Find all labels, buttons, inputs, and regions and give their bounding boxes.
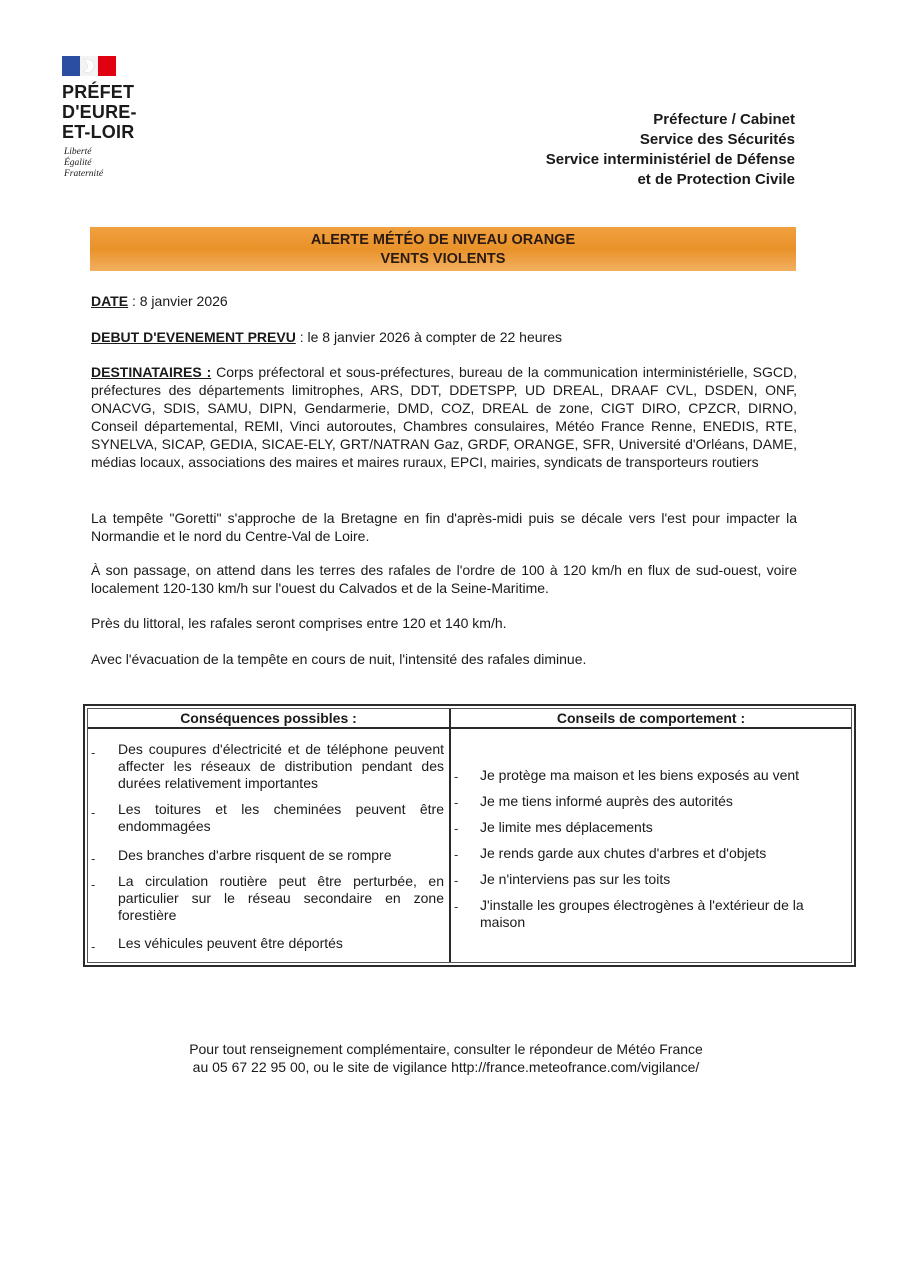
list-bullet: - xyxy=(91,851,96,866)
paragraph: À son passage, on attend dans les terres des rafales de l'ordre de 100 à 120 km/h en flux de sud-ouest, voire localement 120-130 km/h sur l'ouest du Calvados et de la Seine-Maritime. xyxy=(91,562,797,596)
list-bullet: - xyxy=(454,795,459,810)
prefet-title xyxy=(62,82,182,142)
service-line: Service des Sécurités xyxy=(639,131,795,148)
destinataires-text: Corps préfectoral et sous-préfectures, bureau de la communication interministérielle, SGCD, préfectures des départements limitrophes, ARS, DDT, DDETSPP, UD DREAL, DRAAF CVL, DSDEN, ONF, ONACVG, SDIS, SAMU, DIPN, Gendarmerie, DMD, COZ, DREAL de zone, CIGT DIRO, CPZCR, DIRNO, Conseil départemental, REMI, Vinci autoroutes, Chambres consulaires, Météo France Renne, ENEDIS, RTE, SYNELVA, SICAP, GEDIA, SICAE-ELY, GRT/NATRAN Gaz, GRDF, ORANGE, SFR, Université d'Orléans, DAME, médias locaux, associations des maires et maires ruraux, EPCI, mairies, syndicats de transporteurs routiers xyxy=(91,364,797,470)
conseils-header: Conseils de comportement : xyxy=(556,710,746,726)
header-divider xyxy=(88,727,851,729)
prefet-title-line: PRÉFET xyxy=(62,82,135,102)
conseil-item: J'installe les groupes électrogènes à l'extérieur de la maison xyxy=(480,897,804,930)
date-label: DATE xyxy=(91,293,129,309)
consequences-header: Conséquences possibles : xyxy=(180,710,357,726)
service-line: Service interministériel de Défense xyxy=(545,151,795,168)
paragraph: La tempête "Goretti" s'approche de la Bretagne en fin d'après-midi puis se décale vers l'est pour impacter la Normandie et le nord du Centre-Val de Loire. xyxy=(91,510,797,544)
footer-line: Pour tout renseignement complémentaire, consulter le répondeur de Météo France xyxy=(189,1041,703,1057)
service-line: et de Protection Civile xyxy=(637,171,795,188)
destinataires-label: DESTINATAIRES : xyxy=(91,364,212,380)
debut-line xyxy=(91,328,797,346)
service-header xyxy=(546,110,795,190)
list-bullet: - xyxy=(454,899,459,914)
devise-line: Liberté xyxy=(64,147,92,157)
list-bullet: - xyxy=(454,821,459,836)
list-bullet: - xyxy=(91,745,96,760)
consequence-item: Les véhicules peuvent être déportés xyxy=(118,935,343,951)
conseil-item: Je n'interviens pas sur les toits xyxy=(480,871,671,887)
list-bullet: - xyxy=(454,769,459,784)
consequence-item: La circulation routière peut être perturbée, en particulier sur le réseau secondaire en zone forestière xyxy=(118,873,444,923)
footer-info xyxy=(150,1040,742,1076)
list-bullet: - xyxy=(91,805,96,820)
devise xyxy=(64,147,103,180)
alert-subtitle: VENTS VIOLENTS xyxy=(380,251,506,267)
prefet-title-line: D'EURE- xyxy=(62,102,137,122)
date-value: : 8 janvier 2026 xyxy=(128,293,228,309)
marianne-logo-icon xyxy=(62,56,116,76)
conseil-item: Je rends garde aux chutes d'arbres et d'objets xyxy=(480,845,767,861)
list-bullet: - xyxy=(91,877,96,892)
devise-line: Fraternité xyxy=(64,169,104,179)
column-divider xyxy=(449,709,451,962)
consequence-item: Des branches d'arbre risquent de se rompre xyxy=(118,847,392,863)
conseil-item: Je protège ma maison et les biens exposés au vent xyxy=(480,767,800,783)
conseil-item: Je me tiens informé auprès des autorités xyxy=(480,793,733,809)
conseil-item: Je limite mes déplacements xyxy=(480,819,653,835)
footer-line: au 05 67 22 95 00, ou le site de vigilance http://france.meteofrance.com/vigilance/ xyxy=(192,1059,700,1075)
debut-label: DEBUT D'EVENEMENT PREVU xyxy=(91,329,296,345)
consequence-item: Les toitures et les cheminées peuvent être endommagées xyxy=(118,801,444,834)
destinataires-block xyxy=(91,363,797,471)
alert-banner xyxy=(90,227,796,271)
devise-line: Égalité xyxy=(64,158,92,168)
date-line xyxy=(91,292,797,310)
list-bullet: - xyxy=(454,847,459,862)
advice-table xyxy=(83,704,856,967)
alert-title: ALERTE MÉTÉO DE NIVEAU ORANGE xyxy=(310,232,576,248)
prefet-title-line: ET-LOIR xyxy=(62,122,135,142)
paragraph: Près du littoral, les rafales seront comprises entre 120 et 140 km/h. xyxy=(91,615,507,631)
consequence-item: Des coupures d'électricité et de téléphone peuvent affecter les réseaux de distribution pendant des durées relativement importantes xyxy=(118,741,444,791)
paragraph: Avec l'évacuation de la tempête en cours de nuit, l'intensité des rafales diminue. xyxy=(91,651,587,667)
service-line: Préfecture / Cabinet xyxy=(653,111,795,128)
debut-value: : le 8 janvier 2026 à compter de 22 heures xyxy=(295,329,562,345)
list-bullet: - xyxy=(91,939,96,954)
list-bullet: - xyxy=(454,873,459,888)
